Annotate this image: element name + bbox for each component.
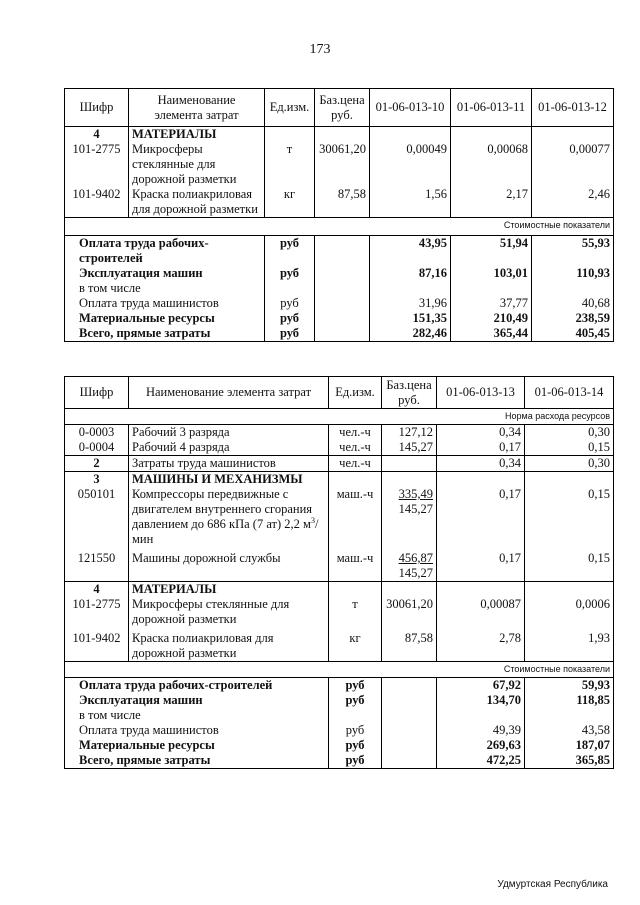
row-price: 456,87 145,27	[382, 547, 437, 582]
section-row	[65, 472, 614, 488]
table-row	[65, 425, 614, 441]
summary-value: 365,44	[451, 326, 532, 342]
row-value: 0,17	[437, 440, 525, 456]
row-name: Машины дорожной службы	[129, 547, 329, 582]
row-value: 0,17	[437, 547, 525, 582]
summary-row	[65, 296, 614, 311]
summary-row	[65, 753, 614, 769]
section-name: МАТЕРИАЛЫ	[129, 127, 265, 143]
norm-label: Норма расхода ресурсов	[65, 409, 614, 425]
header-name: Наименование элемента затрат	[129, 377, 329, 409]
table-row	[65, 456, 614, 472]
page-number: 173	[309, 42, 331, 57]
footer-region: Удмуртская Республика	[497, 879, 608, 890]
summary-value: 49,39	[437, 723, 525, 738]
summary-unit: руб	[329, 723, 382, 738]
header-col-10: 01-06-013-10	[370, 89, 451, 127]
cost-indicators-label: Стоимостные показатели	[65, 218, 614, 236]
header-code: Шифр	[65, 377, 129, 409]
row-price	[382, 456, 437, 472]
summary-value: 472,25	[437, 753, 525, 769]
header-price: Баз.цена руб.	[315, 89, 370, 127]
section-code: 4	[65, 582, 129, 598]
summary-row	[65, 326, 614, 342]
table-row	[65, 187, 614, 218]
summary-row	[65, 266, 614, 281]
row-unit: чел.-ч	[329, 456, 382, 472]
summary-name: Эксплуатация машин	[65, 693, 329, 708]
summary-name: Оплата труда машинистов	[65, 296, 265, 311]
header-col-13: 01-06-013-13	[437, 377, 525, 409]
resource-table-2	[64, 376, 614, 769]
table-row	[65, 547, 614, 582]
row-value: 0,0006	[525, 597, 614, 627]
section-row	[65, 127, 614, 143]
header-unit: Ед.изм.	[329, 377, 382, 409]
summary-value: 43,95	[370, 236, 451, 267]
row-price: 30061,20	[315, 142, 370, 187]
header-col-11: 01-06-013-11	[451, 89, 532, 127]
row-code: 101-9402	[65, 187, 129, 218]
resource-table-1	[64, 88, 614, 342]
row-price: 30061,20	[382, 597, 437, 627]
row-name: Краска полиакриловая для дорожной разметки	[129, 187, 265, 218]
table-row	[65, 142, 614, 187]
row-value: 0,00068	[451, 142, 532, 187]
summary-row	[65, 311, 614, 326]
summary-value: 210,49	[451, 311, 532, 326]
summary-unit: руб	[265, 266, 315, 281]
row-code: 101-9402	[65, 627, 129, 662]
header-code: Шифр	[65, 89, 129, 127]
row-value: 0,34	[437, 456, 525, 472]
row-name: Компрессоры передвижные с двигателем внутреннего сгорания давлением до 686 кПа (7 ат) 2,2 $м^3$/мин	[129, 487, 329, 547]
summary-value: 110,93	[532, 266, 614, 281]
row-unit: чел.-ч	[329, 425, 382, 441]
summary-value: 31,96	[370, 296, 451, 311]
summary-value: 87,16	[370, 266, 451, 281]
row-code: 050101	[65, 487, 129, 547]
summary-unit: руб	[265, 236, 315, 267]
summary-unit: руб	[265, 311, 315, 326]
header-col-12: 01-06-013-12	[532, 89, 614, 127]
row-value: 0,15	[525, 547, 614, 582]
summary-value: 43,58	[525, 723, 614, 738]
summary-unit: руб	[265, 326, 315, 342]
summary-value: 55,93	[532, 236, 614, 267]
row-value: 0,15	[525, 440, 614, 456]
summary-value: 59,93	[525, 678, 614, 694]
summary-value: 282,46	[370, 326, 451, 342]
summary-value: 134,70	[437, 693, 525, 708]
summary-value: 118,85	[525, 693, 614, 708]
row-name: Микросферы стеклянные для дорожной разметки	[129, 142, 265, 187]
summary-unit: руб	[329, 753, 382, 769]
summary-value: 365,85	[525, 753, 614, 769]
summary-value: 187,07	[525, 738, 614, 753]
section-row	[65, 582, 614, 598]
row-code: 121550	[65, 547, 129, 582]
header-price: Баз.цена руб.	[382, 377, 437, 409]
header-name: Наименование элемента затрат	[129, 89, 265, 127]
row-value: 2,78	[437, 627, 525, 662]
header-unit: Ед.изм.	[265, 89, 315, 127]
row-name: Рабочий 4 разряда	[129, 440, 329, 456]
row-unit: маш.-ч	[329, 547, 382, 582]
summary-value: 67,92	[437, 678, 525, 694]
row-price: 335,49 145,27	[382, 487, 437, 547]
row-unit: кг	[265, 187, 315, 218]
summary-unit: руб	[329, 678, 382, 694]
row-price: 127,12	[382, 425, 437, 441]
summary-value: 151,35	[370, 311, 451, 326]
row-price: 145,27	[382, 440, 437, 456]
cost-indicators-label: Стоимостные показатели	[65, 662, 614, 678]
row-unit: маш.-ч	[329, 487, 382, 547]
summary-value: 51,94	[451, 236, 532, 267]
summary-value: 405,45	[532, 326, 614, 342]
summary-value: 37,77	[451, 296, 532, 311]
row-value: 0,30	[525, 456, 614, 472]
row-unit: т	[265, 142, 315, 187]
table-row	[65, 487, 614, 547]
summary-row	[65, 678, 614, 694]
summary-name: Материальные ресурсы	[65, 311, 265, 326]
row-value: 0,15	[525, 487, 614, 547]
summary-name: Всего, прямые затраты	[65, 326, 265, 342]
summary-row	[65, 708, 614, 723]
row-value: 0,34	[437, 425, 525, 441]
row-value: 1,93	[525, 627, 614, 662]
summary-row	[65, 738, 614, 753]
row-name: Микросферы стеклянные для дорожной разметки	[129, 597, 329, 627]
row-code: 0-0003	[65, 425, 129, 441]
summary-row	[65, 693, 614, 708]
summary-value: 40,68	[532, 296, 614, 311]
summary-name: Материальные ресурсы	[65, 738, 329, 753]
row-value: 0,17	[437, 487, 525, 547]
row-code: 101-2775	[65, 597, 129, 627]
row-unit: т	[329, 597, 382, 627]
row-price: 87,58	[315, 187, 370, 218]
summary-name: Оплата труда рабочих-строителей	[65, 236, 265, 267]
row-name: Затраты труда машинистов	[129, 456, 329, 472]
row-value: 2,17	[451, 187, 532, 218]
row-code: 0-0004	[65, 440, 129, 456]
table-row	[65, 627, 614, 662]
summary-row	[65, 281, 614, 296]
row-code: 101-2775	[65, 142, 129, 187]
row-unit: кг	[329, 627, 382, 662]
row-code: 2	[65, 456, 129, 472]
table-row	[65, 597, 614, 627]
section-name: МАШИНЫ И МЕХАНИЗМЫ	[129, 472, 329, 488]
row-value: 0,00077	[532, 142, 614, 187]
table-row	[65, 440, 614, 456]
header-col-14: 01-06-013-14	[525, 377, 614, 409]
summary-name: Оплата труда рабочих-строителей	[65, 678, 329, 694]
summary-row	[65, 236, 614, 267]
row-name: Рабочий 3 разряда	[129, 425, 329, 441]
row-value: 2,46	[532, 187, 614, 218]
summary-value: 238,59	[532, 311, 614, 326]
row-price: 87,58	[382, 627, 437, 662]
summary-unit: руб	[265, 296, 315, 311]
summary-unit: руб	[329, 738, 382, 753]
section-code: 4	[65, 127, 129, 143]
summary-unit: руб	[329, 693, 382, 708]
summary-row	[65, 723, 614, 738]
section-name: МАТЕРИАЛЫ	[129, 582, 329, 598]
row-value: 1,56	[370, 187, 451, 218]
summary-name: Всего, прямые затраты	[65, 753, 329, 769]
row-unit: чел.-ч	[329, 440, 382, 456]
row-name: Краска полиакриловая для дорожной разметки	[129, 627, 329, 662]
section-code: 3	[65, 472, 129, 488]
summary-name: Оплата труда машинистов	[65, 723, 329, 738]
row-value: 0,30	[525, 425, 614, 441]
summary-value: 269,63	[437, 738, 525, 753]
summary-name: в том числе	[65, 708, 329, 723]
row-value: 0,00087	[437, 597, 525, 627]
summary-value: 103,01	[451, 266, 532, 281]
summary-name: в том числе	[65, 281, 265, 296]
row-value: 0,00049	[370, 142, 451, 187]
summary-name: Эксплуатация машин	[65, 266, 265, 281]
